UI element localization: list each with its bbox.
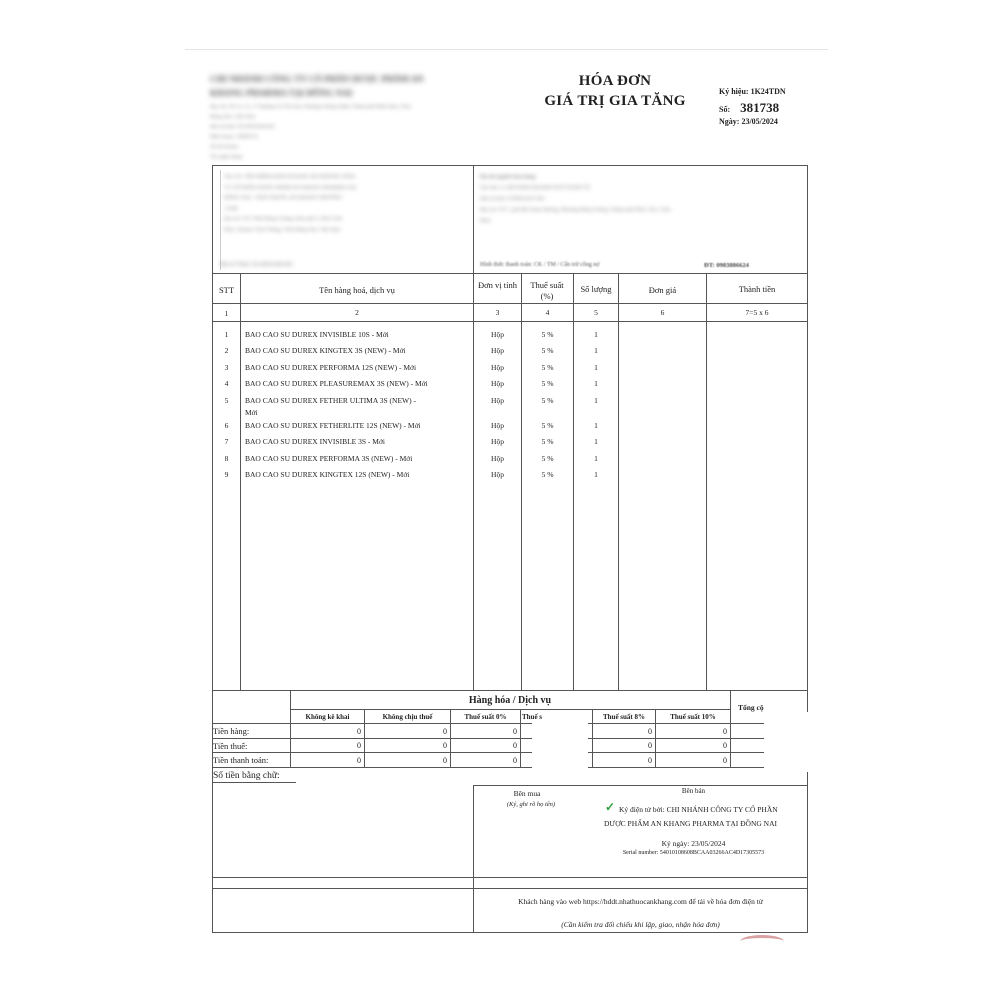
header-name: Tên hàng hoá, dịch vụ xyxy=(319,285,395,295)
page-top-rule xyxy=(185,49,828,50)
stamp-mark xyxy=(740,935,784,948)
index-unit: 3 xyxy=(495,308,500,317)
buyer-info: Họ tên người mua hàng Tên đơn vị: HỘ KINH DOANH NGÔ XUÂN TÚ Mã số thuế: 0799922567-001 Địa chỉ: Tổ 7, phố Đỗ Xuân Hương, Phường Đồng Tương, Thành phố Phúc Yên, Vĩnh Phúc xyxy=(480,174,671,224)
seller-details: Địa chỉ: Số 13, 15, 17 Đường Võ Thị Sáu, Phường Thống Nhất, Thành phố Biên Hòa, Tỉnh Đồng Nai, Việt Nam Mã số thuế: 0314959108-001 Điện thoại: 19006733 Số tài khoản: Tại ngân hàng: xyxy=(210,104,411,160)
footer-check-note: (Cần kiểm tra đối chiếu khi lập, giao, nhận hóa đơn) xyxy=(561,920,720,929)
summary-total-label: Tổng cộ xyxy=(738,703,764,712)
invoice-title: HÓA ĐƠN GIÁ TRỊ GIA TĂNG xyxy=(544,73,686,109)
col-thue-0: Thuế suất 0% xyxy=(464,713,507,721)
invoice-date: Ngày: 23/05/2024 xyxy=(719,117,778,126)
col-thue-5: Thuế s xyxy=(522,713,543,721)
table-left-border xyxy=(212,165,213,933)
branch-tax: Mã số Thuế: 0314959108-003 xyxy=(220,262,293,268)
seller-name: CHI NHÁNH CÔNG TY CỔ PHẦN DƯỢC PHẨM AN KHANG PHARMA TẠI ĐỒNG NAI xyxy=(210,74,424,98)
serial-number: Serial number: 54010108608BCAA03266AC4D17305573 xyxy=(622,850,765,856)
buyer-phone: ĐT: 0983886624 xyxy=(704,262,749,269)
index-price: 6 xyxy=(660,308,665,317)
header-stt: STT xyxy=(218,285,235,295)
amount-in-words-label: Số tiền bằng chữ: xyxy=(213,771,280,781)
row-tien-thanh-toan: Tiền thanh toán: xyxy=(213,755,269,765)
col-khong-ke-khai: Không kê khai xyxy=(305,713,350,721)
col-thue-10: Thuế suất 10% xyxy=(670,713,716,721)
buyer-title: Bên mua xyxy=(513,789,541,798)
invoice-symbol: Ký hiệu: 1K24TDN xyxy=(719,87,786,96)
index-name: 2 xyxy=(355,308,359,317)
row-tien-hang: Tiền hàng: xyxy=(213,726,250,736)
header-tax: Thuế suất (%) xyxy=(530,280,564,301)
header-qty: Số lượng xyxy=(580,284,612,294)
header-unit: Đơn vị tính xyxy=(478,280,517,290)
header-price: Đơn giá xyxy=(648,285,677,295)
index-stt: 1 xyxy=(224,309,229,318)
seller-title: Bên bán xyxy=(681,787,706,795)
index-tax: 4 xyxy=(545,308,550,317)
check-icon: ✓ xyxy=(605,800,616,814)
col-thue-8: Thuế suất 8% xyxy=(602,713,645,721)
buyer-note: (Ký, ghi rõ họ tên) xyxy=(506,801,556,808)
summary-group-title: Hàng hóa / Dịch vụ xyxy=(468,695,552,706)
row-tien-thue: Tiền thuế: xyxy=(213,741,248,751)
invoice-number: Số: 381738 xyxy=(719,100,780,115)
index-qty: 5 xyxy=(594,308,598,317)
header-amount: Thành tiền xyxy=(738,284,776,294)
branch-info: Tên CN: TÊN ĐIỂM KINH DOANH CHI NHÁNH CÔNG TY CỔ PHẦN DƯỢC PHẨM AN KHANG PHARMA TẠI ĐỒNG NAI - NHÀ THUỐC AN KHANG PHƯỜNG 11388 Địa chỉ: Tổ 5 Phố Đông Cương, Khu phố 2, Phú Vinh Phúc, Huyện Vĩnh Tường, Tỉnh Đồng Nai, Việt Nam xyxy=(224,174,357,233)
index-amount: 7=5 x 6 xyxy=(745,308,769,317)
sign-date: Ký ngày: 23/05/2024 xyxy=(661,839,726,848)
payment-method: Hình thức thanh toán: CK / TM / Cấn trừ công nợ xyxy=(480,262,600,268)
signed-by: Ký điện tử bởi: CHI NHÁNH CÔNG TY CỔ PHẦN DƯỢC PHẨM AN KHANG PHARMA TẠI ĐỒNG NAI xyxy=(604,805,778,828)
col-khong-chiu-thue: Không chịu thuế xyxy=(382,713,433,721)
footer-web-note: Khách hàng vào web https://hddt.nhathuocankhang.com để tải về hóa đơn điện tử xyxy=(518,897,763,906)
